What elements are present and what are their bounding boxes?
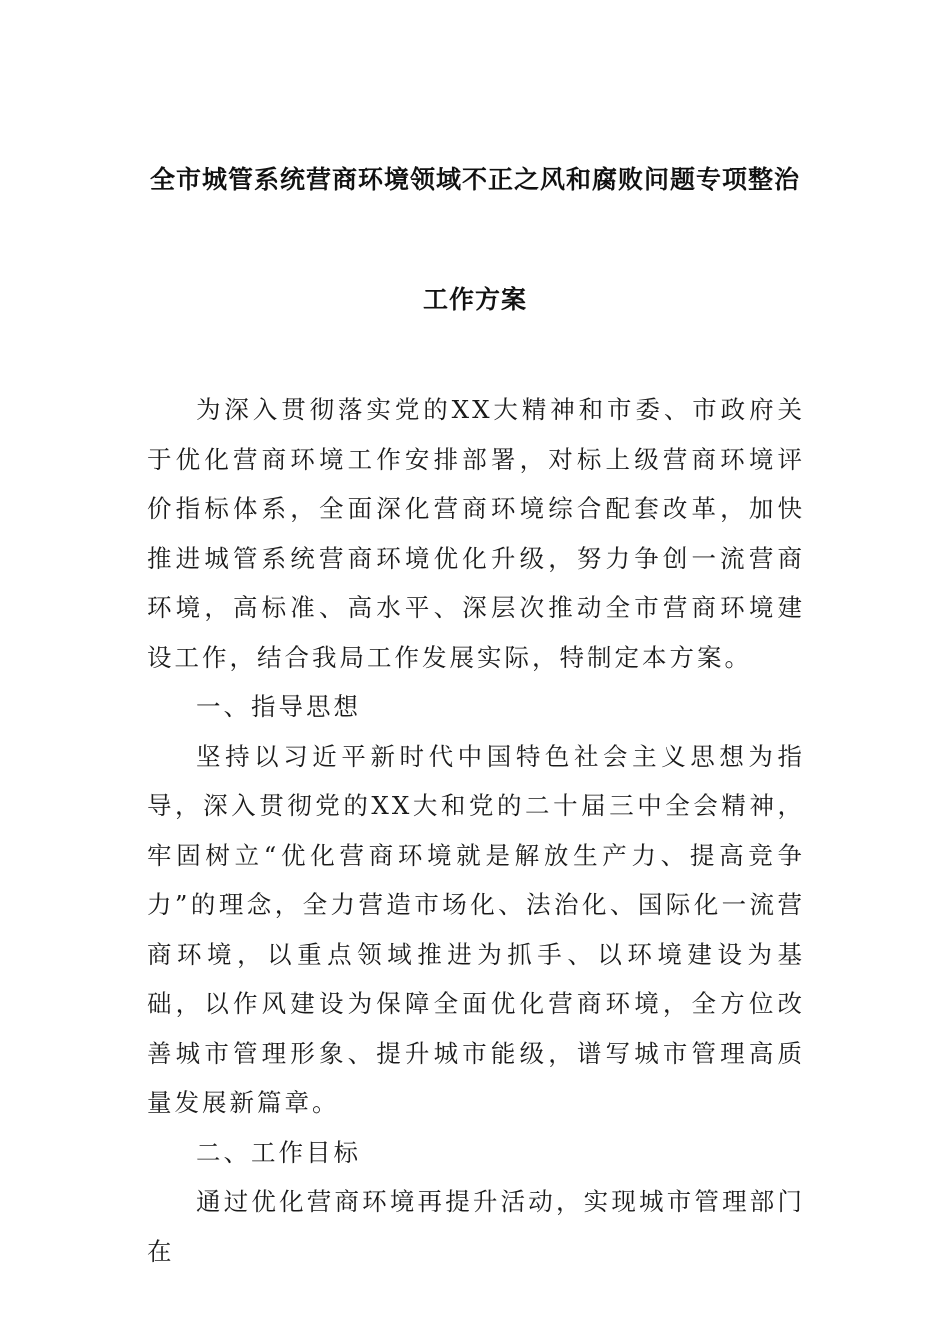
document-body	[147, 385, 805, 1276]
document-title-line-1: 全市城管系统营商环境领域不正之风和腐败问题专项整治	[149, 165, 800, 194]
work-goals-paragraph: 通过优化营商环境再提升活动，实现城市管理部门在	[147, 1187, 805, 1266]
document-title-line-2: 工作方案	[422, 285, 527, 314]
intro-paragraph: 为深入贯彻落实党的XX大精神和市委、市政府关于优化营商环境工作安排部署，对标上级营商环境评价指标体系，全面深化营商环境综合配套改革，加快推进城管系统营商环境优化升级，努力争创一流营商环境，高标准、高水平、深层次推动全市营商环境建设工作，结合我局工作发展实际，特制定本方案。	[147, 395, 805, 672]
section-heading-work-goals: 二、工作目标	[196, 1137, 361, 1167]
guiding-ideology-paragraph: 坚持以习近平新时代中国特色社会主义思想为指导，深入贯彻党的XX大和党的二十届三中全会精神，牢固树立“优化营商环境就是解放生产力、提高竞争力”的理念，全力营造市场化、法治化、国际化一流营商环境，以重点领域推进为抓手、以环境建设为基础，以作风建设为保障全面优化营商环境，全方位改善城市管理形象、提升城市能级，谱写城市管理高质量发展新篇章。	[147, 741, 805, 1117]
section-heading-guiding-ideology: 一、指导思想	[196, 692, 361, 721]
